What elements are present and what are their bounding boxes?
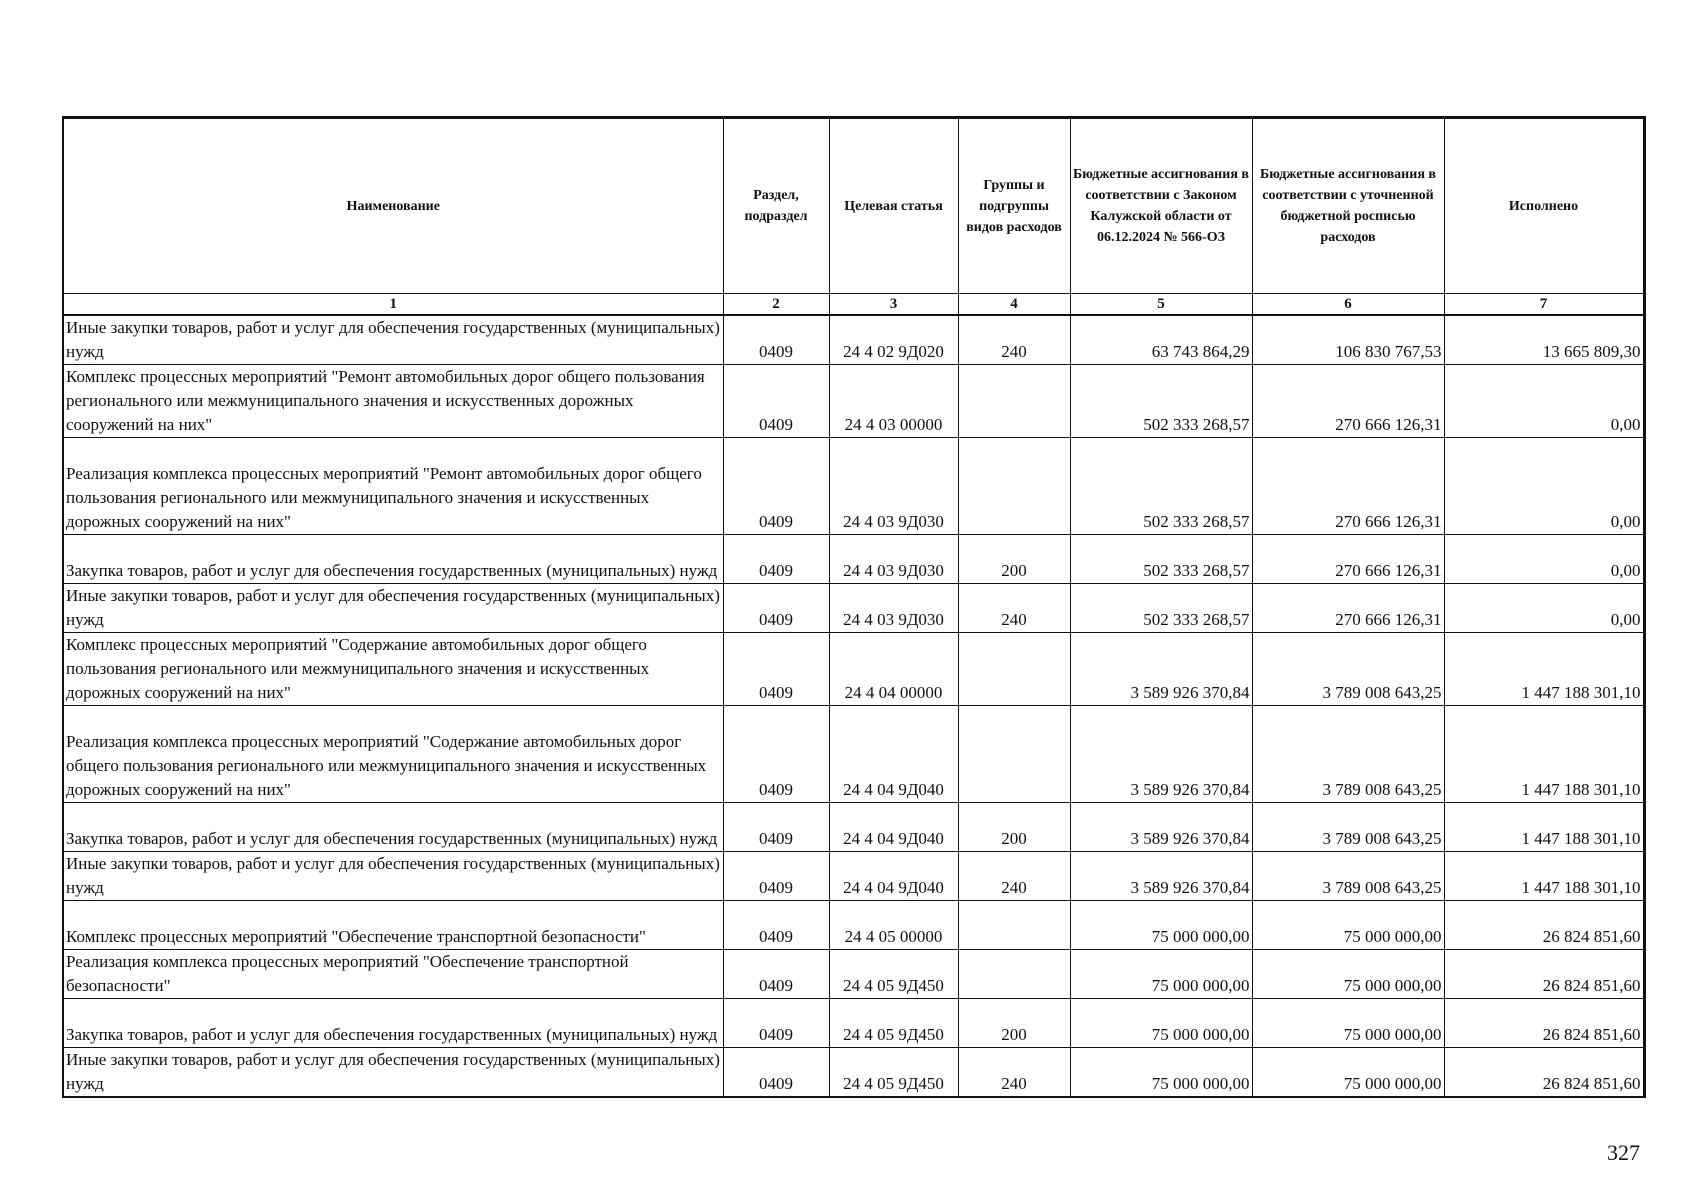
column-number: 1 xyxy=(63,294,723,316)
row-name: Иные закупки товаров, работ и услуг для обеспечения государственных (муниципальных) нужд xyxy=(63,852,723,901)
row-section: 0409 xyxy=(723,852,829,901)
row-target: 24 4 05 00000 xyxy=(829,901,958,950)
column-number: 6 xyxy=(1252,294,1444,316)
row-executed: 26 824 851,60 xyxy=(1444,1048,1644,1098)
row-target: 24 4 03 9Д030 xyxy=(829,438,958,535)
row-target: 24 4 04 9Д040 xyxy=(829,706,958,803)
header-law-allocation: Бюджетные ассигнования в соответствии с Законом Калужской области от 06.12.2024 № 566-ОЗ xyxy=(1070,118,1252,294)
row-group xyxy=(958,901,1070,950)
row-group: 200 xyxy=(958,999,1070,1048)
row-executed: 13 665 809,30 xyxy=(1444,315,1644,365)
table-row xyxy=(63,950,1644,999)
row-target: 24 4 05 9Д450 xyxy=(829,1048,958,1098)
row-name: Иные закупки товаров, работ и услуг для обеспечения государственных (муниципальных) нужд xyxy=(63,1048,723,1098)
row-section: 0409 xyxy=(723,584,829,633)
row-refined-allocation: 75 000 000,00 xyxy=(1252,1048,1444,1098)
row-section: 0409 xyxy=(723,901,829,950)
row-name: Закупка товаров, работ и услуг для обеспечения государственных (муниципальных) нужд xyxy=(63,803,723,852)
table-row xyxy=(63,535,1644,584)
row-executed: 26 824 851,60 xyxy=(1444,999,1644,1048)
table-row xyxy=(63,1048,1644,1098)
row-law-allocation: 75 000 000,00 xyxy=(1070,1048,1252,1098)
row-refined-allocation: 270 666 126,31 xyxy=(1252,438,1444,535)
row-executed: 1 447 188 301,10 xyxy=(1444,852,1644,901)
row-executed: 26 824 851,60 xyxy=(1444,901,1644,950)
row-refined-allocation: 3 789 008 643,25 xyxy=(1252,803,1444,852)
header-executed: Исполнено xyxy=(1444,118,1644,294)
column-number: 7 xyxy=(1444,294,1644,316)
row-section: 0409 xyxy=(723,999,829,1048)
row-refined-allocation: 270 666 126,31 xyxy=(1252,584,1444,633)
row-name: Закупка товаров, работ и услуг для обеспечения государственных (муниципальных) нужд xyxy=(63,535,723,584)
row-executed: 26 824 851,60 xyxy=(1444,950,1644,999)
row-section: 0409 xyxy=(723,438,829,535)
row-group: 200 xyxy=(958,803,1070,852)
header-row xyxy=(63,118,1644,294)
row-name: Иные закупки товаров, работ и услуг для обеспечения государственных (муниципальных) нужд xyxy=(63,315,723,365)
row-law-allocation: 75 000 000,00 xyxy=(1070,901,1252,950)
budget-table xyxy=(62,116,1646,1098)
row-target: 24 4 05 9Д450 xyxy=(829,950,958,999)
column-number: 3 xyxy=(829,294,958,316)
row-target: 24 4 05 9Д450 xyxy=(829,999,958,1048)
row-law-allocation: 502 333 268,57 xyxy=(1070,584,1252,633)
table-row xyxy=(63,365,1644,438)
page-number: 327 xyxy=(1607,1140,1640,1165)
table-row xyxy=(63,315,1644,365)
row-refined-allocation: 75 000 000,00 xyxy=(1252,950,1444,999)
row-law-allocation: 502 333 268,57 xyxy=(1070,535,1252,584)
row-group xyxy=(958,950,1070,999)
row-target: 24 4 03 9Д030 xyxy=(829,535,958,584)
column-number: 2 xyxy=(723,294,829,316)
row-law-allocation: 63 743 864,29 xyxy=(1070,315,1252,365)
table-row xyxy=(63,633,1644,706)
header-refined-allocation: Бюджетные ассигнования в соответствии с уточненной бюджетной росписью расходов xyxy=(1252,118,1444,294)
row-name: Комплекс процессных мероприятий "Ремонт автомобильных дорог общего пользования регионального или межмуниципального значения и искусственных дорожных сооружений на них" xyxy=(63,365,723,438)
header-name: Наименование xyxy=(63,118,723,294)
row-section: 0409 xyxy=(723,950,829,999)
row-section: 0409 xyxy=(723,315,829,365)
row-target: 24 4 03 9Д030 xyxy=(829,584,958,633)
table-row xyxy=(63,901,1644,950)
row-law-allocation: 3 589 926 370,84 xyxy=(1070,706,1252,803)
row-executed: 0,00 xyxy=(1444,535,1644,584)
row-target: 24 4 03 00000 xyxy=(829,365,958,438)
row-target: 24 4 04 00000 xyxy=(829,633,958,706)
row-refined-allocation: 3 789 008 643,25 xyxy=(1252,633,1444,706)
row-name: Иные закупки товаров, работ и услуг для обеспечения государственных (муниципальных) нужд xyxy=(63,584,723,633)
row-group: 240 xyxy=(958,852,1070,901)
row-target: 24 4 04 9Д040 xyxy=(829,803,958,852)
row-group xyxy=(958,365,1070,438)
row-group xyxy=(958,438,1070,535)
header-section: Раздел, подраздел xyxy=(723,118,829,294)
row-section: 0409 xyxy=(723,365,829,438)
row-section: 0409 xyxy=(723,803,829,852)
row-refined-allocation: 270 666 126,31 xyxy=(1252,365,1444,438)
row-executed: 1 447 188 301,10 xyxy=(1444,803,1644,852)
row-name: Комплекс процессных мероприятий "Содержание автомобильных дорог общего пользования регионального или межмуниципального значения и искусственных дорожных сооружений на них" xyxy=(63,633,723,706)
row-group: 240 xyxy=(958,584,1070,633)
row-name: Закупка товаров, работ и услуг для обеспечения государственных (муниципальных) нужд xyxy=(63,999,723,1048)
row-executed: 1 447 188 301,10 xyxy=(1444,633,1644,706)
row-group xyxy=(958,633,1070,706)
row-name: Реализация комплекса процессных мероприятий "Ремонт автомобильных дорог общего пользования регионального или межмуниципального значения и искусственных дорожных сооружений на них" xyxy=(63,438,723,535)
row-law-allocation: 75 000 000,00 xyxy=(1070,999,1252,1048)
table-row xyxy=(63,584,1644,633)
row-law-allocation: 75 000 000,00 xyxy=(1070,950,1252,999)
row-group: 240 xyxy=(958,315,1070,365)
row-law-allocation: 3 589 926 370,84 xyxy=(1070,803,1252,852)
row-section: 0409 xyxy=(723,633,829,706)
row-name: Реализация комплекса процессных мероприятий "Содержание автомобильных дорог общего пользования регионального или межмуниципального значения и искусственных дорожных сооружений на них" xyxy=(63,706,723,803)
table-row xyxy=(63,706,1644,803)
row-law-allocation: 502 333 268,57 xyxy=(1070,365,1252,438)
row-refined-allocation: 3 789 008 643,25 xyxy=(1252,706,1444,803)
row-executed: 1 447 188 301,10 xyxy=(1444,706,1644,803)
row-refined-allocation: 75 000 000,00 xyxy=(1252,901,1444,950)
row-refined-allocation: 3 789 008 643,25 xyxy=(1252,852,1444,901)
table-row xyxy=(63,999,1644,1048)
row-section: 0409 xyxy=(723,1048,829,1098)
row-refined-allocation: 270 666 126,31 xyxy=(1252,535,1444,584)
row-refined-allocation: 106 830 767,53 xyxy=(1252,315,1444,365)
row-refined-allocation: 75 000 000,00 xyxy=(1252,999,1444,1048)
row-law-allocation: 502 333 268,57 xyxy=(1070,438,1252,535)
row-target: 24 4 02 9Д020 xyxy=(829,315,958,365)
header-target: Целевая статья xyxy=(829,118,958,294)
row-section: 0409 xyxy=(723,535,829,584)
row-section: 0409 xyxy=(723,706,829,803)
column-number: 5 xyxy=(1070,294,1252,316)
row-executed: 0,00 xyxy=(1444,365,1644,438)
table-row xyxy=(63,438,1644,535)
column-number-row xyxy=(63,294,1644,316)
row-group: 240 xyxy=(958,1048,1070,1098)
row-name: Реализация комплекса процессных мероприятий "Обеспечение транспортной безопасности" xyxy=(63,950,723,999)
row-executed: 0,00 xyxy=(1444,584,1644,633)
row-law-allocation: 3 589 926 370,84 xyxy=(1070,633,1252,706)
column-number: 4 xyxy=(958,294,1070,316)
row-name: Комплекс процессных мероприятий "Обеспечение транспортной безопасности" xyxy=(63,901,723,950)
row-group: 200 xyxy=(958,535,1070,584)
header-group: Группы и подгруппы видов расходов xyxy=(958,118,1070,294)
row-law-allocation: 3 589 926 370,84 xyxy=(1070,852,1252,901)
table-row xyxy=(63,803,1644,852)
row-target: 24 4 04 9Д040 xyxy=(829,852,958,901)
row-executed: 0,00 xyxy=(1444,438,1644,535)
table-row xyxy=(63,852,1644,901)
row-group xyxy=(958,706,1070,803)
